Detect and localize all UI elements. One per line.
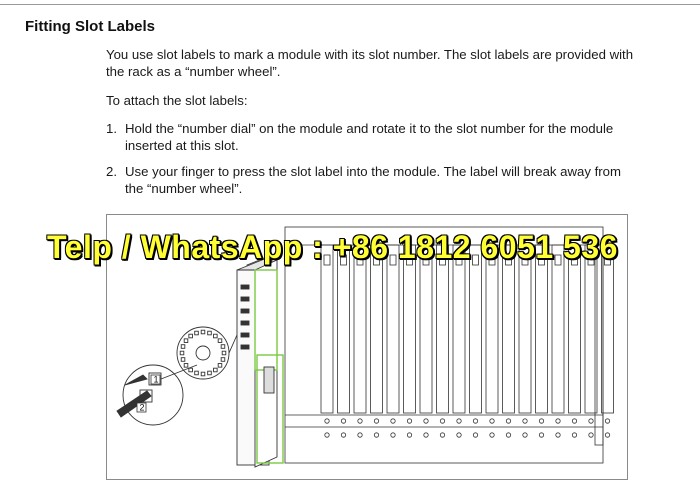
slot-screw [358, 419, 362, 423]
slot-screw [424, 419, 428, 423]
rack-slot [321, 245, 333, 413]
slot-screw [539, 419, 543, 423]
step-text: Hold the “number dial” on the module and rotate it to the slot number for the module inserted at this slot. [125, 121, 614, 153]
slot-screw [572, 433, 576, 437]
rack-slot [387, 245, 399, 413]
wheel-label-segment [180, 351, 184, 355]
slot-screw [523, 419, 527, 423]
lead-paragraph: To attach the slot labels: [106, 93, 248, 108]
slot-screw [506, 433, 510, 437]
section-heading: Fitting Slot Labels [25, 18, 155, 35]
rack-slot [404, 245, 416, 413]
wheel-label-segment [214, 334, 218, 338]
rack-slot [503, 245, 515, 413]
wheel-label-segment [218, 339, 222, 343]
slot-screw [490, 419, 494, 423]
top-rule [0, 4, 700, 5]
slot-screw [523, 433, 527, 437]
slot-screw [374, 433, 378, 437]
slot-screw [374, 419, 378, 423]
slot-screw [572, 419, 576, 423]
callout-1: 1 [153, 374, 159, 385]
step-text: Use your finger to press the slot label into the module. The label will break away from the “number wheel”. [125, 164, 621, 196]
slot-screw [556, 419, 560, 423]
callout-2: 2 [139, 402, 145, 413]
wheel-label-segment [184, 339, 188, 343]
wheel-label-segment [201, 372, 205, 376]
rack-slot [519, 245, 531, 413]
wheel-label-segment [221, 345, 225, 349]
contact-watermark: Telp / WhatsApp : +86 1812 6051 536 [47, 229, 618, 265]
step-number: 2. [106, 164, 117, 179]
slot-screw [391, 419, 395, 423]
slot-screw [589, 433, 593, 437]
slot-screw [589, 419, 593, 423]
slot-screw [556, 433, 560, 437]
wheel-label-segment [184, 364, 188, 368]
slot-screw [440, 433, 444, 437]
slot-screw [457, 419, 461, 423]
rack-slot [470, 245, 482, 413]
wheel-label-segment [189, 334, 193, 338]
rack-slot [486, 245, 498, 413]
wheel-label-segment [208, 331, 212, 335]
rack-slot [569, 245, 581, 413]
wheel-label-segment [195, 331, 199, 335]
wheel-label-segment [181, 345, 185, 349]
slot-screw [341, 419, 345, 423]
wheel-label-segment [221, 358, 225, 362]
wheel-label-segment [189, 368, 193, 372]
intro-paragraph: You use slot labels to mark a module with its slot number. The slot labels are provided with the rack as a “number wheel”. [106, 47, 634, 79]
wheel-label-segment [195, 371, 199, 375]
slot-screw [473, 419, 477, 423]
slot-screw [506, 419, 510, 423]
slot-screw [424, 433, 428, 437]
slot-screw [407, 433, 411, 437]
number-wheel [177, 327, 237, 379]
slot-screw [325, 419, 329, 423]
wheel-label-segment [201, 330, 205, 334]
slot-screw [440, 419, 444, 423]
module-drawing [237, 255, 283, 467]
rack-slot [453, 245, 465, 413]
slot-screw [457, 433, 461, 437]
rack-slot [437, 245, 449, 413]
slot-screw [341, 433, 345, 437]
wheel-label-segment [222, 351, 226, 355]
slot-screw [605, 419, 609, 423]
slot-screw [407, 419, 411, 423]
rack-slot [371, 245, 383, 413]
slot-screw [325, 433, 329, 437]
slot-screw [605, 433, 609, 437]
rack-slot [552, 245, 564, 413]
rack-slot [338, 245, 350, 413]
step-number: 1. [106, 121, 117, 136]
slot-screw [391, 433, 395, 437]
slot-screw [358, 433, 362, 437]
wheel-label-segment [208, 371, 212, 375]
rack-slot [354, 245, 366, 413]
wheel-label-segment [218, 364, 222, 368]
slot-screw [539, 433, 543, 437]
slot-screw [473, 433, 477, 437]
wheel-label-segment [181, 358, 185, 362]
slot-screw [490, 433, 494, 437]
rack-slot [536, 245, 548, 413]
rack-slot [420, 245, 432, 413]
wheel-label-segment [214, 368, 218, 372]
